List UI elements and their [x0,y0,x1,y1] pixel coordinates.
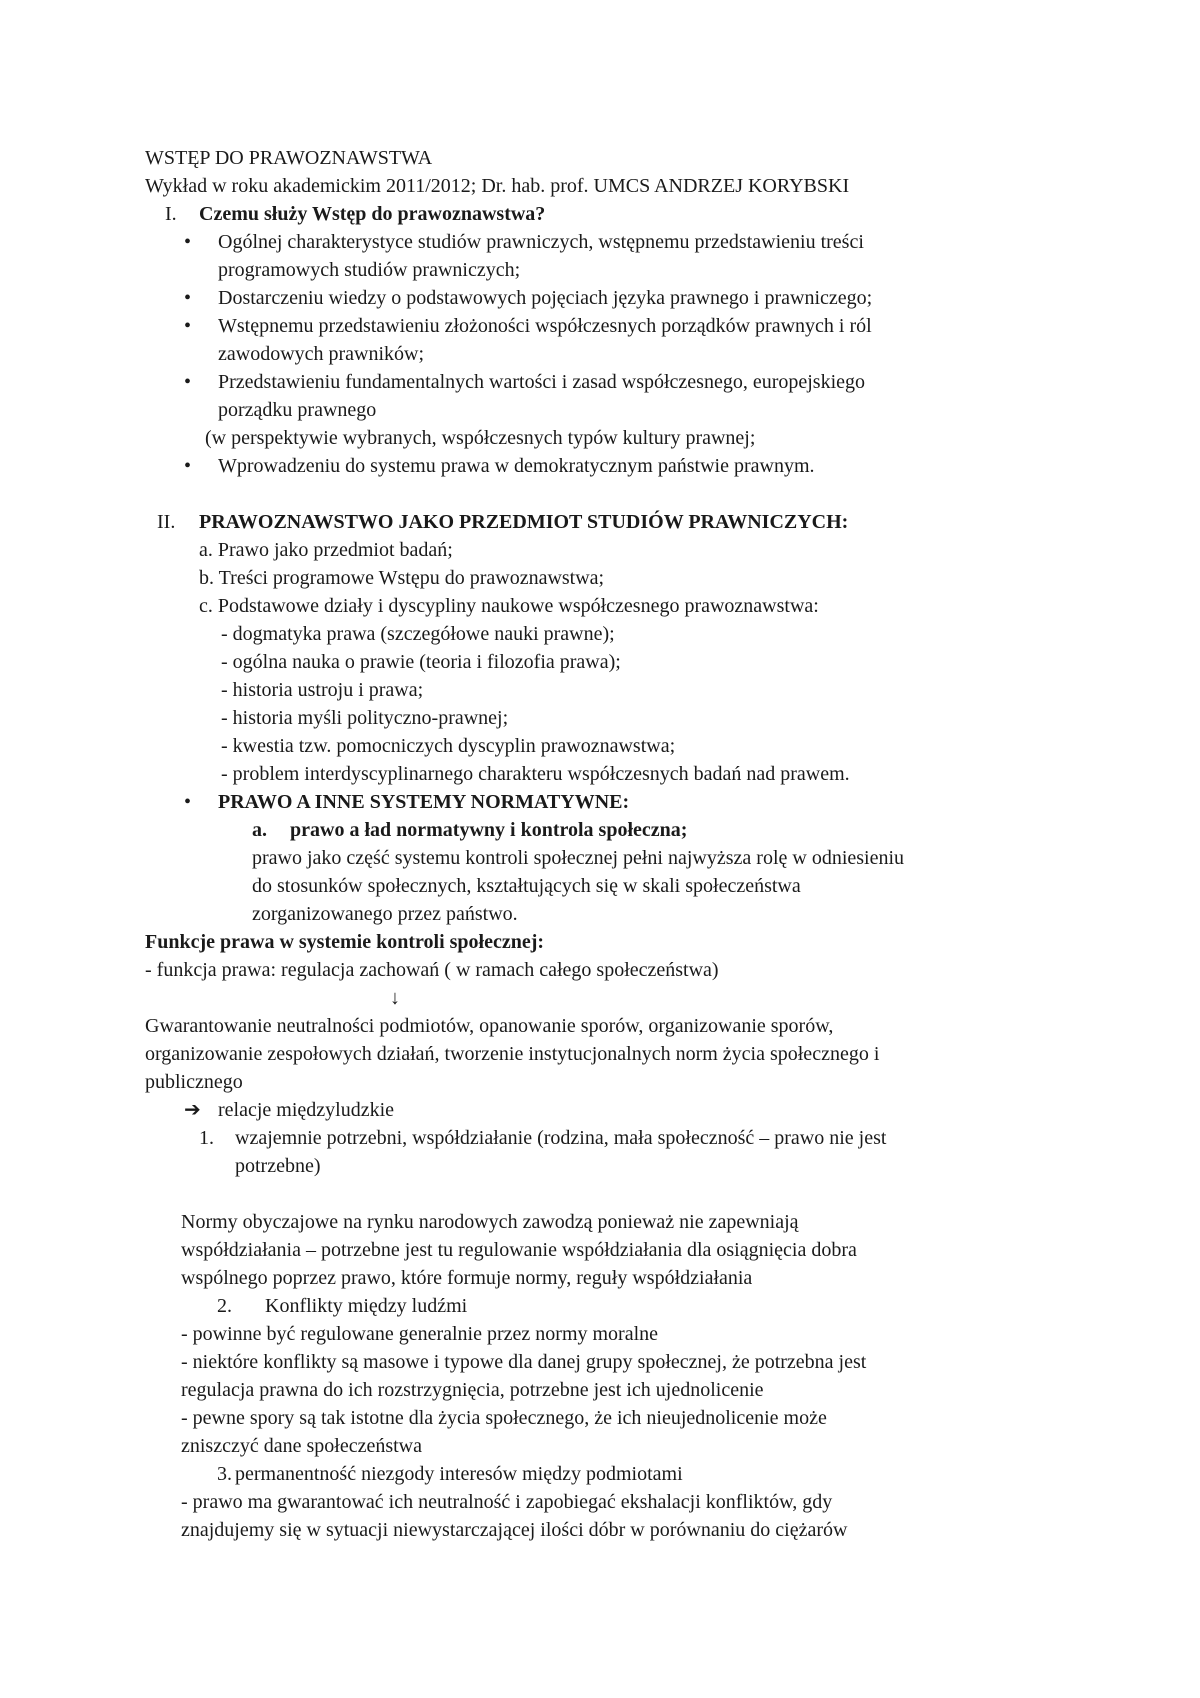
bullet: • [184,287,192,309]
sub-list-item: - historia myśli polityczno-prawnej; [221,707,509,729]
list-item: relacje międzyludzkie [218,1099,395,1121]
list-item: Dostarczeniu wiedzy o podstawowych pojęciach języka prawnego i prawniczego; [218,287,873,309]
section-heading-2: PRAWOZNAWSTWO JAKO PRZEDMIOT STUDIÓW PRAWNICZYCH: [199,511,849,533]
list-item: Wstępnemu przedstawieniu złożoności współczesnych porządków prawnych i ról [218,315,872,337]
list-item: Ogólnej charakterystyce studiów prawniczych, wstępnemu przedstawieniu treści [218,231,864,253]
bullet: • [184,791,192,813]
paragraph-line: Gwarantowanie neutralności podmiotów, opanowanie sporów, organizowanie sporów, [145,1015,834,1037]
section-marker-1: I. [165,203,177,225]
list-item-continued: programowych studiów prawniczych; [218,259,521,281]
paragraph-line: - niektóre konflikty są masowe i typowe dla danej grupy społecznej, że potrzebna jest [181,1351,867,1373]
paragraph-line: - funkcja prawa: regulacja zachowań ( w ramach całego społeczeństwa) [145,959,719,981]
subsection-heading: PRAWO A INNE SYSTEMY NORMATYWNE: [218,791,630,813]
numbered-marker: 1. [199,1127,214,1149]
paragraph-line: prawo jako część systemu kontroli społecznej pełni najwyższa rolę w odniesieniu [252,847,905,869]
paragraph-line: znajdujemy się w sytuacji niewystarczającej ilości dóbr w porównaniu do ciężarów [181,1519,848,1541]
sub-list-item: - dogmatyka prawa (szczegółowe nauki prawne); [221,623,615,645]
down-arrow-icon: ↓ [390,987,400,1009]
document-title: WSTĘP DO PRAWOZNAWSTWA [145,147,433,169]
list-item-continued: zawodowych prawników; [218,343,425,365]
paragraph-line: publicznego [145,1071,243,1093]
paragraph-line: wspólnego poprzez prawo, które formuje normy, reguły współdziałania [181,1267,753,1289]
list-item: a. Prawo jako przedmiot badań; [199,539,453,561]
paragraph-line: regulacja prawna do ich rozstrzygnięcia, potrzebne jest ich ujednolicenie [181,1379,764,1401]
document-subtitle: Wykład w roku akademickim 2011/2012; Dr. hab. prof. UMCS ANDRZEJ KORYBSKI [145,175,850,197]
list-item: b. Treści programowe Wstępu do prawoznawstwa; [199,567,605,589]
subsection-heading: prawo a ład normatywny i kontrola społeczna; [290,819,688,841]
bullet: • [184,315,192,337]
bullet: • [184,455,192,477]
paragraph-line: zorganizowanego przez państwo. [252,903,518,925]
numbered-item: permanentność niezgody interesów między podmiotami [235,1463,683,1485]
list-item-continued: (w perspektywie wybranych, współczesnych typów kultury prawnej; [205,427,756,449]
numbered-item: Konflikty między ludźmi [265,1295,468,1317]
list-item: c. Podstawowe działy i dyscypliny naukowe współczesnego prawoznawstwa: [199,595,819,617]
numbered-marker: 3. [217,1463,232,1485]
numbered-item: wzajemnie potrzebni, współdziałanie (rodzina, mała społeczność – prawo nie jest [235,1127,887,1149]
numbered-marker: 2. [217,1295,232,1317]
paragraph-line: - pewne spory są tak istotne dla życia społecznego, że ich nieujednolicenie może [181,1407,827,1429]
right-arrow-icon: ➔ [184,1099,201,1121]
sub-list-item: - problem interdyscyplinarnego charakteru współczesnych badań nad prawem. [221,763,850,785]
paragraph-line: - powinne być regulowane generalnie przez normy moralne [181,1323,659,1345]
paragraph-line: Normy obyczajowe na rynku narodowych zawodzą ponieważ nie zapewniają [181,1211,799,1233]
sub-list-item: - historia ustroju i prawa; [221,679,424,701]
sub-list-item: - ogólna nauka o prawie (teoria i filozofia prawa); [221,651,621,673]
section-marker-2: II. [157,511,176,533]
section-heading-1: Czemu służy Wstęp do prawoznawstwa? [199,203,546,225]
paragraph-line: - prawo ma gwarantować ich neutralność i zapobiegać ekshalacji konfliktów, gdy [181,1491,833,1513]
list-item: Przedstawieniu fundamentalnych wartości i zasad współczesnego, europejskiego [218,371,866,393]
sub-list-item: - kwestia tzw. pomocniczych dyscyplin prawoznawstwa; [221,735,676,757]
list-item-continued: porządku prawnego [218,399,377,421]
paragraph-line: współdziałania – potrzebne jest tu regulowanie współdziałania dla osiągnięcia dobra [181,1239,857,1261]
numbered-item-continued: potrzebne) [235,1155,321,1177]
bullet: • [184,371,192,393]
subsection-marker: a. [252,819,267,841]
paragraph-line: organizowanie zespołowych działań, tworzenie instytucjonalnych norm życia społecznego i [145,1043,880,1065]
paragraph-line: do stosunków społecznych, kształtujących się w skali społeczeństwa [252,875,801,897]
list-item: Wprowadzeniu do systemu prawa w demokratycznym państwie prawnym. [218,455,815,477]
functions-heading: Funkcje prawa w systemie kontroli społecznej: [145,931,545,953]
bullet: • [184,231,192,253]
paragraph-line: zniszczyć dane społeczeństwa [181,1435,422,1457]
